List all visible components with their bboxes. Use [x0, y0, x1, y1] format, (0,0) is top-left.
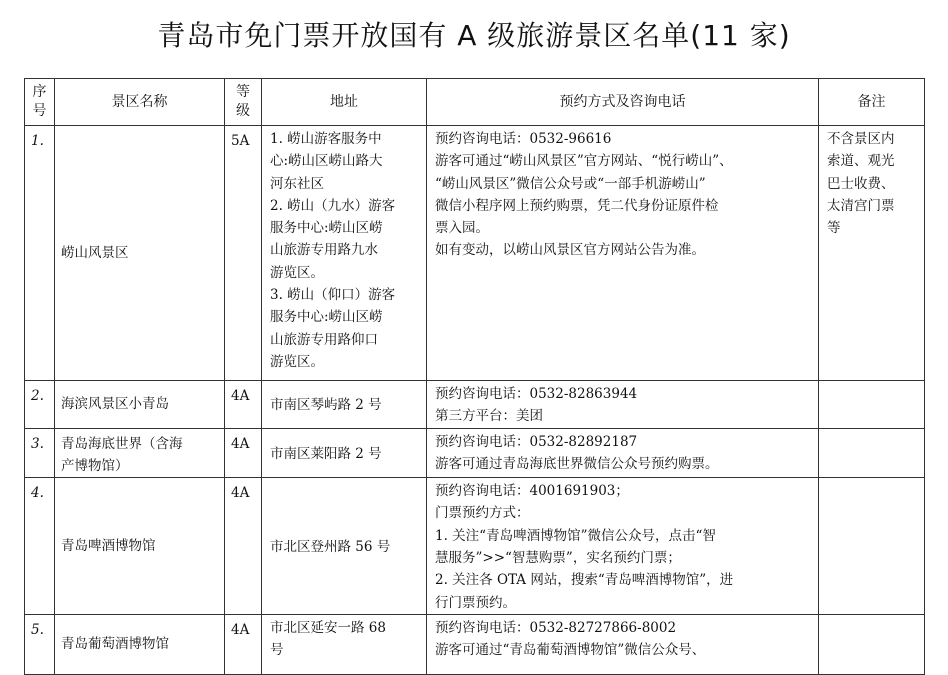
table-row — [25, 478, 925, 615]
header-no: 序 号 — [25, 79, 55, 126]
row-reservation: 预约咨询电话：0532-82727866-8002 游客可通过“青岛葡萄酒博物馆”微信公众号、 — [427, 614, 819, 674]
row-note — [819, 428, 925, 478]
table-row — [25, 614, 925, 674]
row-address: 1. 崂山游客服务中 心:崂山区崂山路大 河东社区 2. 崂山（九水）游客 服务中心:崂山区崂 山旅游专用路九水 游览区。 3. 崂山（仰口）游客 服务中心:崂山区崂 山旅游专用路仰口 游览区。 — [262, 126, 427, 381]
row-no: 4. — [25, 478, 55, 615]
row-note — [819, 478, 925, 615]
row-note: 不含景区内 索道、观光 巴士收费、 太清宫门票 等 — [819, 126, 925, 381]
header-name: 景区名称 — [55, 79, 225, 126]
header-address: 地址 — [262, 79, 427, 126]
row-address: 市北区登州路 56 号 — [262, 478, 427, 615]
row-name: 海滨风景区小青岛 — [55, 381, 225, 429]
row-note — [819, 614, 925, 674]
table-row — [25, 126, 925, 381]
row-address: 市南区莱阳路 2 号 — [262, 428, 427, 478]
row-address: 市南区琴屿路 2 号 — [262, 381, 427, 429]
row-note — [819, 381, 925, 429]
document-title: 青岛市免门票开放国有 A 级旅游景区名单(11 家) — [157, 19, 791, 52]
row-reservation: 预约咨询电话：4001691903； 门票预约方式： 1. 关注“青岛啤酒博物馆”微信公众号，点击“智 慧服务”>>“智慧购票”，实名预约门票； 2. 关注各 OTA 网站，搜索“青岛啤酒博物馆”，进 行门票预约。 — [427, 478, 819, 615]
row-address: 市北区延安一路 68 号 — [262, 614, 427, 674]
row-no: 5. — [25, 614, 55, 674]
scenic-area-table — [24, 78, 925, 675]
row-name: 青岛海底世界（含海 产博物馆） — [55, 428, 225, 478]
table-row — [25, 428, 925, 478]
header-level: 等 级 — [225, 79, 262, 126]
header-reservation: 预约方式及咨询电话 — [427, 79, 819, 126]
row-name: 青岛啤酒博物馆 — [55, 478, 225, 615]
row-reservation: 预约咨询电话：0532-82863944 第三方平台：美团 — [427, 381, 819, 429]
row-no: 1. — [25, 126, 55, 381]
row-level: 4A — [225, 478, 262, 615]
row-reservation: 预约咨询电话：0532-82892187 游客可通过青岛海底世界微信公众号预约购票。 — [427, 428, 819, 478]
row-level: 5A — [225, 126, 262, 381]
table-header-row — [25, 79, 925, 126]
row-name: 青岛葡萄酒博物馆 — [55, 614, 225, 674]
row-reservation: 预约咨询电话：0532-96616 游客可通过“崂山风景区”官方网站、“悦行崂山”、 “崂山风景区”微信公众号或“一部手机游崂山” 微信小程序网上预约购票，凭二代身份证原件检 票入园。 如有变动，以崂山风景区官方网站公告为准。 — [427, 126, 819, 381]
row-level: 4A — [225, 381, 262, 429]
table-row — [25, 381, 925, 429]
row-level: 4A — [225, 428, 262, 478]
row-no: 3. — [25, 428, 55, 478]
row-name: 崂山风景区 — [55, 126, 225, 381]
scenic-area-table-container — [24, 78, 925, 675]
header-note: 备注 — [819, 79, 925, 126]
row-no: 2. — [25, 381, 55, 429]
row-level: 4A — [225, 614, 262, 674]
